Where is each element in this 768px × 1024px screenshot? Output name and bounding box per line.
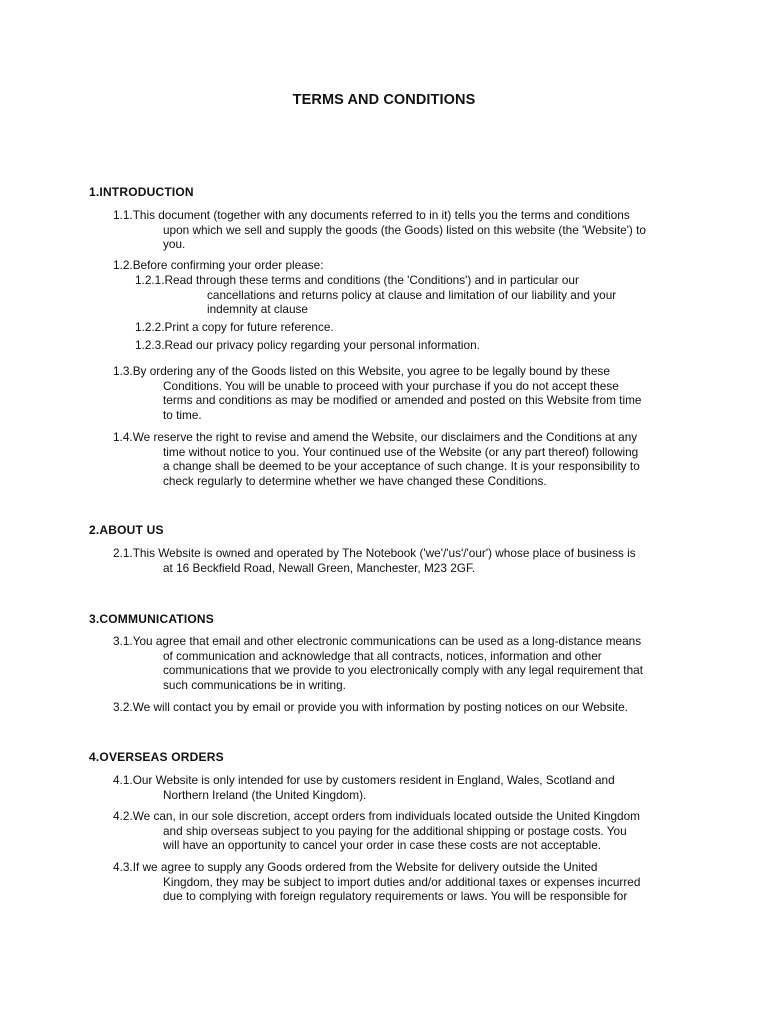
clause-4-1 [113,773,683,802]
section-heading-communications: 3.COMMUNICATIONS [89,612,214,626]
clause-text: Before confirming your order please: [132,258,324,272]
clause-text: Our Website is only intended for use by customers resident in England, Wales, Scotland and [132,773,615,787]
clause-text: If we agree to supply any Goods ordered from the Website for delivery outside the United [132,860,598,874]
clause-1-2 [113,258,683,273]
clause-4-2 [113,809,683,853]
clause-text: Read our privacy policy regarding your personal information. [164,338,480,352]
clause-text: time without notice to you. Your continued use of the Website (or any part thereof) following [163,444,639,459]
clause-text: and ship overseas subject to you paying for the additional shipping or postage costs. You [163,823,627,838]
clause-text: This document (together with any documents referred to in it) tells you the terms and conditions [132,208,630,222]
section-heading-overseas-orders: 4.OVERSEAS ORDERS [89,750,224,764]
clause-number: 4.2. [113,809,133,823]
clause-number: 1.1. [113,208,133,222]
clause-number: 1.4. [113,430,133,444]
clause-number: 1.2. [113,258,133,272]
clause-text: due to complying with foreign regulatory requirements or laws. You will be responsible for [163,889,628,903]
clause-number: 1.3. [113,364,133,378]
clause-text: such communications be in writing. [163,677,346,692]
clause-number: 2.1. [113,546,133,560]
clause-text: at 16 Beckfield Road, Newall Green, Manchester, M23 2GF. [163,560,476,575]
clause-text: We can, in our sole discretion, accept orders from individuals located outside the United Kingdom [132,809,641,823]
clause-text: a change shall be deemed to be your acceptance of such change. It is your responsibility to [163,459,640,473]
clause-text: indemnity at clause [207,302,308,316]
clause-4-3 [113,860,683,904]
clause-1-2-2 [135,320,655,335]
clause-number: 1.2.3. [135,338,165,352]
clause-text: Conditions. You will be unable to proceed with your purchase if you do not accept these [163,378,619,393]
clause-text: Print a copy for future reference. [164,320,334,334]
clause-text: will have an opportunity to cancel your order in case these costs are not acceptable. [163,838,602,852]
section-heading-about-us: 2.ABOUT US [89,523,164,537]
clause-1-2-1 [135,273,655,317]
clause-3-1 [113,634,683,692]
clause-text: Northern Ireland (the United Kingdom). [163,787,367,802]
clause-text: By ordering any of the Goods listed on this Website, you agree to be legally bound by these [132,364,610,378]
document-title: TERMS AND CONDITIONS [292,92,476,108]
clause-1-1 [113,208,683,252]
clause-text: upon which we sell and supply the goods (the Goods) listed on this website (the 'Website') to [163,222,646,237]
clause-1-4 [113,430,683,488]
clause-text: to time. [163,407,202,422]
clause-text: terms and conditions as may be modified or amended and posted on this Website from time [163,393,642,407]
clause-number: 4.3. [113,860,133,874]
clause-3-2 [113,700,683,715]
clause-1-2-3 [135,338,655,353]
clause-number: 3.2. [113,700,133,714]
clause-text: You agree that email and other electronic communications can be used as a long-distance means [132,634,642,648]
section-heading-introduction: 1.INTRODUCTION [89,185,194,199]
clause-text: of communication and acknowledge that all contracts, notices, information and other [163,648,602,663]
clause-number: 1.2.1. [135,273,165,287]
clause-number: 1.2.2. [135,320,165,334]
clause-number: 4.1. [113,773,133,787]
clause-number: 3.1. [113,634,133,648]
clause-text: cancellations and returns policy at clause and limitation of our liability and your [207,287,617,302]
clause-text: Kingdom, they may be subject to import duties and/or additional taxes or expenses incurred [163,874,641,889]
clause-text: communications that we provide to you electronically comply with any legal requirement that [163,663,643,677]
clause-text: check regularly to determine whether we have changed these Conditions. [163,473,547,488]
clause-2-1 [113,546,683,575]
clause-text: you. [163,237,186,251]
clause-text: We reserve the right to revise and amend the Website, our disclaimers and the Conditions at any [132,430,638,444]
clause-text: Read through these terms and conditions (the 'Conditions') and in particular our [164,273,579,287]
clause-text: We will contact you by email or provide you with information by posting notices on our Website. [132,700,628,714]
clause-text: This Website is owned and operated by The Notebook ('we'/'us'/'our') whose place of business is [132,546,636,560]
clause-1-3 [113,364,683,422]
